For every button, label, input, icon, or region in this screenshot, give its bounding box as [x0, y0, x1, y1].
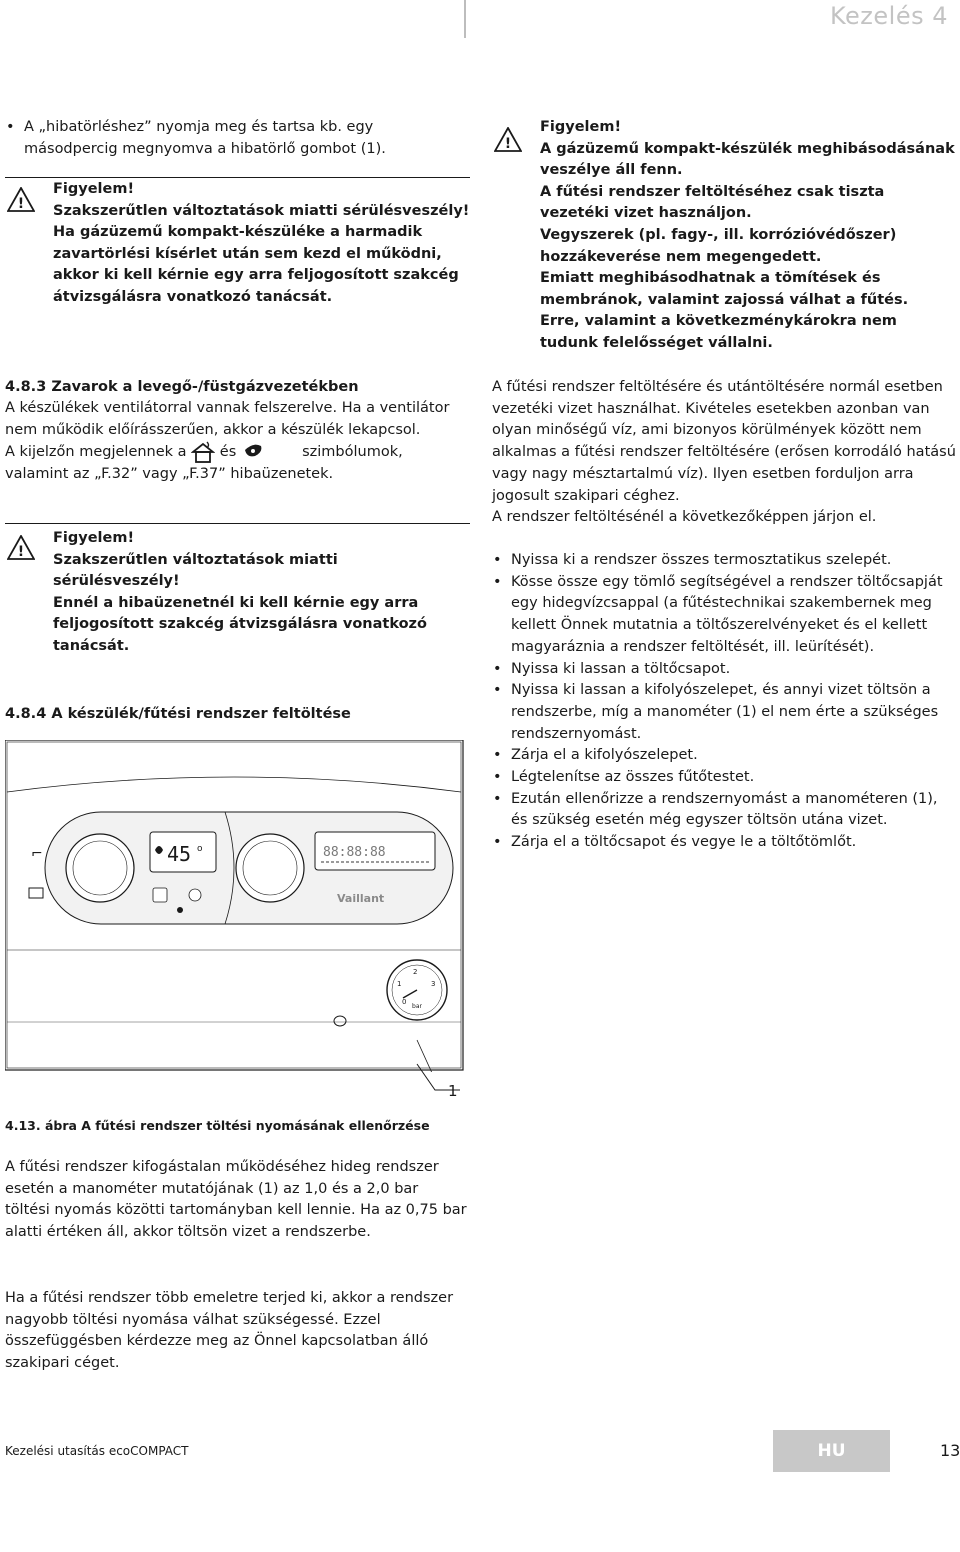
list-item: • Nyissa ki a rendszer összes termosztatikus szelepét. — [492, 550, 958, 572]
reset-button — [189, 889, 201, 901]
callout-number: 1 — [448, 1082, 458, 1100]
paragraph-text: valamint az „F.32” vagy „F.37” hibaüzenetek. — [5, 466, 334, 483]
warning-block-reset — [5, 177, 470, 337]
paragraph-text: A fűtési rendszer kifogástalan működéséhez hideg rendszer esetén a manométer mutatójának (1) az 1,0 és a 2,0 bar töltési nyomás közötti tartományban kell lennie. Ha az 0,75 bar alatti értéken áll, akkor töltsön vizet a rendszerbe. — [5, 1159, 467, 1241]
footer-manual-title: Kezelési utasítás ecoCOMPACT — [5, 1444, 189, 1458]
list-item: • Ezután ellenőrizze a rendszernyomást a manométeren (1), és szükség esetén még egyszer töltsön utána vizet. — [492, 789, 958, 832]
svg-text:!: ! — [17, 196, 25, 212]
chimney-sweep-icon — [177, 907, 183, 913]
house-smoke-icon — [191, 441, 215, 463]
gauge-tick-label: 3 — [431, 980, 436, 988]
gauge-tick-label: 2 — [413, 968, 418, 976]
warning-title: Figyelem! — [53, 530, 135, 546]
brand-logo: Vaillant — [337, 892, 385, 905]
list-item: • Kösse össze egy tömlő segítségével a rendszer töltőcsapját egy hidegvízcsappal (a fűtéstechnikai szakembernek meg kellett Önnek mutatnia a töltőszerelvényeket és el kellett magyaráznia a rendszer feltöltését, ill. leürítését). — [492, 572, 958, 659]
paragraph-text: és — [219, 444, 237, 461]
svg-text:88:88:88: 88:88:88 — [323, 845, 386, 860]
warning-rule — [5, 177, 470, 178]
svg-text:!: ! — [504, 136, 512, 152]
boiler-control-panel-illustration — [5, 740, 465, 1072]
list-item: • Zárja el a töltőcsapot és vegye le a töltőtömlőt. — [492, 832, 958, 854]
header-divider — [464, 0, 466, 38]
warning-line: Erre, valamint a következménykárokra nem tudunk felelősséget vállalni. — [540, 313, 897, 351]
paragraph-text: A kijelzőn megjelennek a — [5, 444, 187, 461]
warning-triangle-icon — [7, 535, 35, 560]
paragraph-text: A készülékek ventilátorral vannak felszerelve. Ha a ventilátor nem működik előírásszerűen, akkor a készülék lekapcsol. — [5, 400, 450, 438]
tap-icon: ⌐ — [31, 846, 43, 862]
list-item: • A „hibatörléshez” nyomja meg és tartsa kb. egy másodpercig megnyomva a hibatörlő gombot (1). — [5, 117, 465, 160]
heading-4-8-4: 4.8.4 A készülék/fűtési rendszer feltöltése — [5, 706, 351, 722]
warning-rule — [5, 523, 470, 524]
info-button — [153, 888, 167, 902]
list-item: • Légtelenítse az összes fűtőtestet. — [492, 767, 958, 789]
language-badge: HU — [773, 1430, 890, 1472]
heading-4-8-3: 4.8.3 Zavarok a levegő-/füstgázvezetékben — [5, 379, 359, 395]
filling-steps-list — [492, 550, 958, 854]
warning-block-water-quality — [492, 117, 958, 357]
heating-temperature-knob — [236, 834, 304, 902]
warning-line: Szakszerűtlen változtatások miatti sérülésveszély! — [53, 551, 338, 590]
warning-line: Szakszerűtlen változtatások miatti sérülésveszély! — [53, 202, 470, 219]
water-temperature-knob — [66, 834, 134, 902]
warning-line: Vegyszerek (pl. fagy-, ill. korrózióvédőszer) hozzákeverése nem megengedett. — [540, 226, 897, 265]
warning-title: Figyelem! — [540, 119, 622, 135]
list-item: • Nyissa ki lassan a kifolyószelepet, és annyi vizet töltsön a rendszerbe, míg a manométer (1) el nem érte a szükséges rendszernyomást. — [492, 680, 958, 745]
figure-caption: 4.13. ábra A fűtési rendszer töltési nyomásának ellenőrzése — [5, 1118, 430, 1133]
panel-display-unit: o — [197, 844, 203, 854]
list-item: • Nyissa ki lassan a töltőcsapot. — [492, 659, 958, 681]
warning-line: Ha gázüzemű kompakt-készüléke a harmadik zavartörlési kísérlet után sem kezd el működni, akkor ki kell kérnie egy arra feljogosított szakcég átvizsgálásra vonatkozó tanácsát. — [53, 224, 459, 305]
paragraph-text: Ha a fűtési rendszer több emeletre terjed ki, akkor a rendszer nagyobb töltési nyomása válhat szükségessé. Ezzel összefüggésben kérdezze meg az Önnel kapcsolatban álló szakipari céget. — [5, 1290, 454, 1372]
paragraph-text: A fűtési rendszer feltöltésére és utántöltésére normál esetben vezetéki vizet használhat. Kivételes esetekben azonban van olyan minőségű víz, ami bizonyos körülmények között nem alkalmas a fűtési rendszer feltöltésére (erősen korrodáló hatású vagy nagy mésztartalmú víz). Ilyen esetben forduljon arra jogosult szakipari céghez. — [492, 379, 956, 504]
paragraph-pressure — [5, 1157, 467, 1244]
svg-text:!: ! — [17, 544, 25, 560]
fan-icon — [241, 442, 265, 462]
paragraph-text: A rendszer feltöltésénél a következőképpen járjon el. — [492, 509, 877, 526]
warning-block-fan — [5, 523, 470, 663]
paragraph-fan — [5, 398, 467, 486]
warning-triangle-icon — [7, 187, 35, 212]
gauge-tick-label: 1 — [397, 980, 402, 988]
warning-line: A gázüzemű kompakt-készülék meghibásodásának veszélye áll fenn. — [540, 140, 955, 179]
reset-bullet-list — [5, 117, 465, 160]
gauge-unit: bar — [412, 1003, 422, 1010]
paragraph-multi-storey — [5, 1288, 467, 1375]
list-item: • Zárja el a kifolyószelepet. — [492, 745, 958, 767]
paragraph-water-filling — [492, 377, 958, 529]
paragraph-text: szimbólumok, — [302, 444, 403, 461]
warning-title: Figyelem! — [53, 181, 135, 197]
warning-triangle-icon — [494, 127, 522, 152]
radiator-icon — [29, 888, 43, 898]
warning-line: Ennél a hibaüzenetnél ki kell kérnie egy arra feljogosított szakcég átvizsgálásra vonatkozó tanácsát. — [53, 594, 427, 654]
gauge-tick-label: 0 — [402, 998, 407, 1006]
warning-line: Emiatt meghibásodhatnak a tömítések és membránok, valamint zajossá válhat a fűtés. — [540, 270, 909, 308]
warning-line: A fűtési rendszer feltöltéséhez csak tiszta vezetéki vizet használjon. — [540, 183, 885, 222]
page-number: 13 — [940, 1441, 960, 1460]
panel-display-text: 45 — [167, 842, 192, 866]
section-title: Kezelés 4 — [829, 2, 948, 30]
